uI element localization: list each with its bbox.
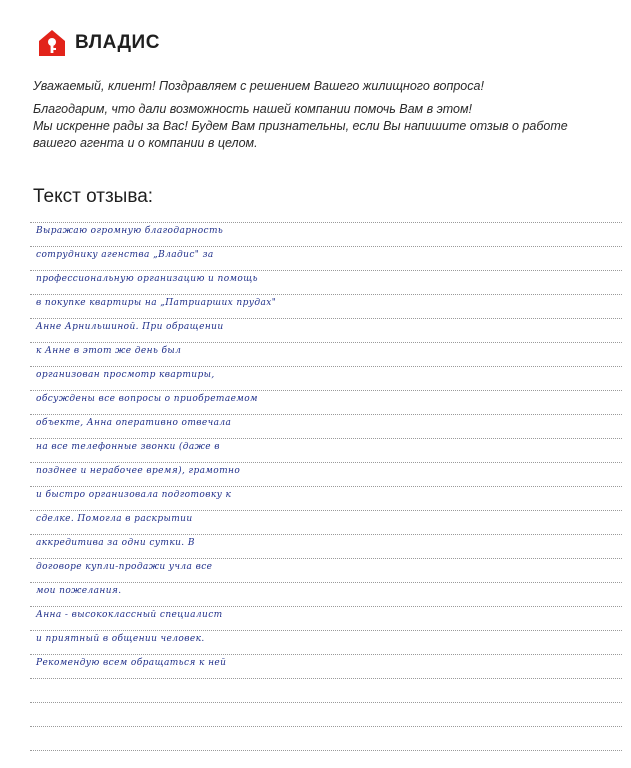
ruled-line <box>30 366 622 367</box>
handwritten-line: на все телефонные звонки (даже в <box>36 442 220 452</box>
ruled-line <box>30 726 622 727</box>
intro-line: Уважаемый, клиент! Поздравляем с решением Вашего жилищного вопроса! <box>33 79 484 93</box>
ruled-line <box>30 534 622 535</box>
ruled-line <box>30 582 622 583</box>
handwritten-line: обсуждены все вопросы о приобретаемом <box>36 394 258 404</box>
ruled-line <box>30 678 622 679</box>
handwritten-line: аккредитива за одни сутки. В <box>36 538 195 548</box>
handwritten-line: мои пожелания. <box>36 586 122 596</box>
handwritten-line: сделке. Помогла в раскрытии <box>36 514 193 524</box>
ruled-line <box>30 270 622 271</box>
ruled-line <box>30 606 622 607</box>
handwritten-line: Анна - высококлассный специалист <box>36 610 223 620</box>
brand-name: ВЛАДИС <box>75 32 160 53</box>
brand-logo <box>37 28 160 58</box>
ruled-line <box>30 438 622 439</box>
ruled-line <box>30 510 622 511</box>
ruled-line <box>30 750 622 751</box>
intro-line: вашего агента и о компании в целом. <box>33 136 258 150</box>
ruled-line <box>30 318 622 319</box>
handwritten-line: Анне Арнильшиной. При обращении <box>36 322 224 332</box>
ruled-line <box>30 246 622 247</box>
ruled-line <box>30 414 622 415</box>
handwritten-line: позднее и нерабочее время), грамотно <box>36 466 241 476</box>
ruled-line <box>30 558 622 559</box>
handwritten-line: и быстро организовала подготовку к <box>36 490 232 500</box>
handwritten-line: организован просмотр квартиры, <box>36 370 215 380</box>
handwritten-line: объекте, Анна оперативно отвечала <box>36 418 232 428</box>
ruled-line <box>30 222 622 223</box>
review-lines <box>30 222 622 768</box>
ruled-line <box>30 486 622 487</box>
ruled-line <box>30 342 622 343</box>
handwritten-line: к Анне в этот же день был <box>36 346 182 356</box>
review-heading: Текст отзыва: <box>33 186 154 207</box>
ruled-line <box>30 294 622 295</box>
handwritten-line: Выражаю огромную благодарность <box>36 226 224 236</box>
ruled-line <box>30 630 622 631</box>
intro-line: Благодарим, что дали возможность нашей компании помочь Вам в этом! <box>33 102 473 116</box>
house-key-icon <box>37 28 67 58</box>
handwritten-line: профессиональную организацию и помощь <box>36 274 258 284</box>
ruled-line <box>30 462 622 463</box>
handwritten-line: Рекомендую всем обращаться к ней <box>36 658 227 668</box>
handwritten-line: в покупке квартиры на „Патриарших прудах" <box>36 298 277 308</box>
handwritten-line: сотруднику агенства „Владис" за <box>36 250 214 260</box>
ruled-line <box>30 390 622 391</box>
intro-text <box>33 78 613 152</box>
handwritten-line: договоре купли-продажи учла все <box>36 562 213 572</box>
intro-line: Мы искренне рады за Вас! Будем Вам признательны, если Вы напишите отзыв о работе <box>33 119 568 133</box>
ruled-line <box>30 654 622 655</box>
ruled-line <box>30 702 622 703</box>
handwritten-line: и приятный в общении человек. <box>36 634 205 644</box>
